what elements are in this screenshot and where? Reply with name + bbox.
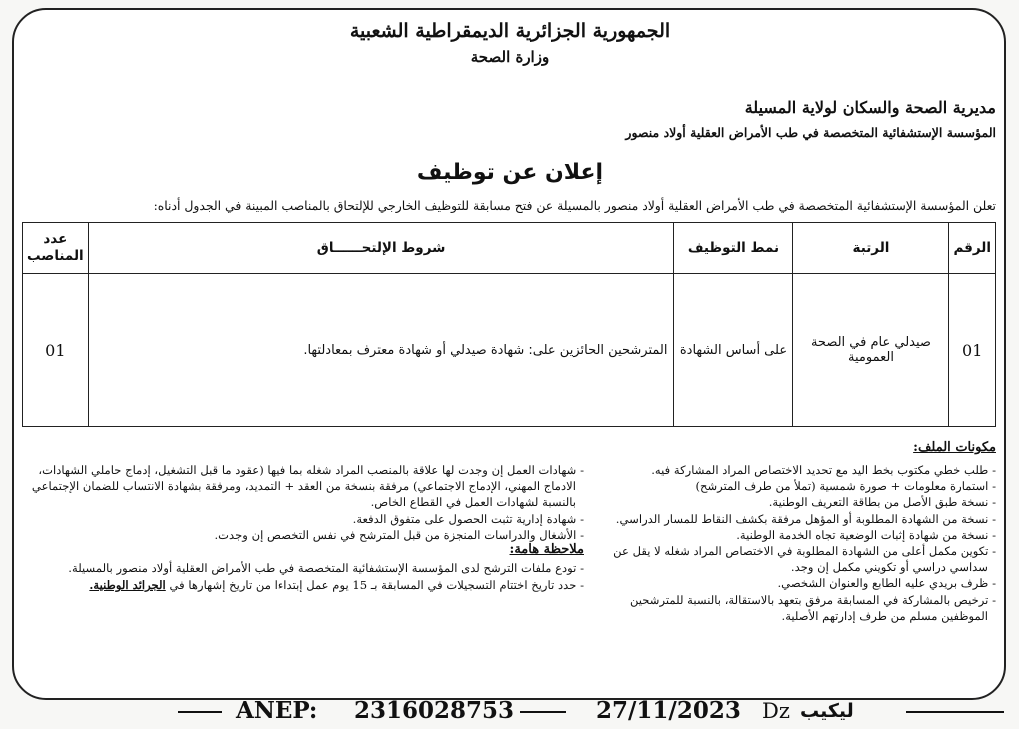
list-item: الموظفين مسلم من طرف إدارتهم الأصلية. bbox=[781, 608, 988, 623]
list-item: - نسخة من الشهادة المطلوبة أو المؤهل مرفقة بكشف النقاط للمسار الدراسي. bbox=[615, 511, 996, 526]
cell-posts: 01 bbox=[23, 274, 89, 427]
note-line-1: - تودع ملفات الترشح لدى المؤسسة الإستشفائية المتخصصة في طب الأمراض العقلية أولاد منصور بالمسيلة. bbox=[68, 561, 584, 575]
list-item: الادماج المهني، الإدماج الاجتماعي) مرفقة بنسخة من العقد + التمديد، ومرفقة بشهادة الانتساب للضمان الإجتماعي bbox=[31, 479, 576, 494]
announcement-intro: تعلن المؤسسة الإستشفائية المتخصصة في طب الأمراض العقلية أولاد منصور بالمسيلة عن فتح مسابقة للتوظيف الخارجي للإلتحاق بالمناصب المبينة في الجدول أدناه: bbox=[153, 198, 996, 213]
directorate-title: مديرية الصحة والسكان لولاية المسيلة bbox=[744, 98, 996, 117]
national-newspapers: الجرائد الوطنية. bbox=[89, 578, 166, 592]
file-items-right bbox=[588, 462, 996, 624]
note-line-2-text: - حدد تاريخ اختتام التسجيلات في المسابقة بـ 15 يوم عمل إبتداءا من تاريخ إشهارها في bbox=[169, 578, 584, 592]
list-item: - نسخة طبق الأصل من بطاقة التعريف الوطنية. bbox=[768, 495, 996, 510]
table-row bbox=[23, 274, 996, 427]
file-items-left bbox=[24, 462, 584, 543]
list-item: بالنسبة لشهادات العمل في القطاع الخاص. bbox=[370, 495, 576, 510]
cell-conditions: المترشحين الحائزين على: شهادة صيدلي أو شهادة معترف بمعادلتها. bbox=[88, 274, 674, 427]
file-components-title: مكونات الملف: bbox=[913, 440, 996, 455]
header-posts: عدد المناصب bbox=[23, 223, 89, 274]
anep-label: ANEP: bbox=[236, 697, 318, 724]
list-item: - نسخة من شهادة إثبات الوضعية تجاه الخدمة الوطنية. bbox=[736, 527, 996, 542]
cell-rank: صيدلي عام في الصحة العمومية bbox=[793, 274, 949, 427]
note-line-2 bbox=[24, 577, 584, 593]
announcement-title: إعلان عن توظيف bbox=[416, 160, 604, 185]
list-item: سداسي دراسي أو تكويني مكمل إن وجد. bbox=[790, 560, 988, 575]
cell-num: 01 bbox=[949, 274, 996, 427]
table-header-row bbox=[23, 223, 996, 274]
newspaper-dz: Dz bbox=[762, 699, 790, 723]
institution-title: المؤسسة الإستشفائية المتخصصة في طب الأمراض العقلية أولاد منصور bbox=[625, 125, 996, 140]
list-item: - الأشغال والدراسات المنجزة من قبل المترشح في نفس التخصص إن وجدت. bbox=[214, 527, 584, 542]
list-item: - ترخيص بالمشاركة في المسابقة مرفق بتعهد بالاستقالة، بالنسبة للمترشحين bbox=[629, 592, 996, 607]
footer-line-left bbox=[178, 711, 222, 713]
header-num: الرقم bbox=[949, 223, 996, 274]
publication-date: 27/11/2023 bbox=[596, 697, 741, 724]
list-item: - شهادة إدارية تثبت الحصول على متفوق الدفعة. bbox=[352, 511, 584, 526]
list-item: - استمارة معلومات + صورة شمسية (تملأ من طرف المترشح) bbox=[695, 479, 996, 494]
header-conditions: شروط الإلتحــــــاق bbox=[88, 223, 674, 274]
list-item: - طلب خطي مكتوب بخط اليد مع تحديد الاختصاص المراد المشاركة فيه. bbox=[651, 463, 996, 477]
footer-line-middle bbox=[520, 711, 566, 713]
anep-number: 2316028753 bbox=[354, 697, 515, 724]
header-mode: نمط التوظيف bbox=[674, 223, 793, 274]
cell-mode: على أساس الشهادة bbox=[674, 274, 793, 427]
ministry-title: وزارة الصحة bbox=[470, 48, 550, 66]
jobs-table bbox=[22, 222, 996, 427]
newspaper-name: ليكيب bbox=[800, 700, 854, 722]
list-item: - شهادات العمل إن وجدت لها علاقة بالمنصب المراد شغله بما فيها (عقود ما قبل التشغيل، إدماج حاملي الشهادات، bbox=[38, 463, 584, 477]
footer-line-right bbox=[906, 711, 1004, 713]
header-rank: الرتبة bbox=[793, 223, 949, 274]
republic-title: الجمهورية الجزائرية الديمقراطية الشعبية bbox=[349, 20, 671, 42]
note-title: ملاحظة هامة: bbox=[509, 542, 584, 557]
list-item: - ظرف بريدي عليه الطابع والعنوان الشخصي. bbox=[777, 576, 996, 591]
footer bbox=[0, 694, 1019, 728]
list-item: - تكوين مكمل أعلى من الشهادة المطلوبة في الاختصاص المراد شغله لا يقل عن bbox=[613, 544, 996, 559]
